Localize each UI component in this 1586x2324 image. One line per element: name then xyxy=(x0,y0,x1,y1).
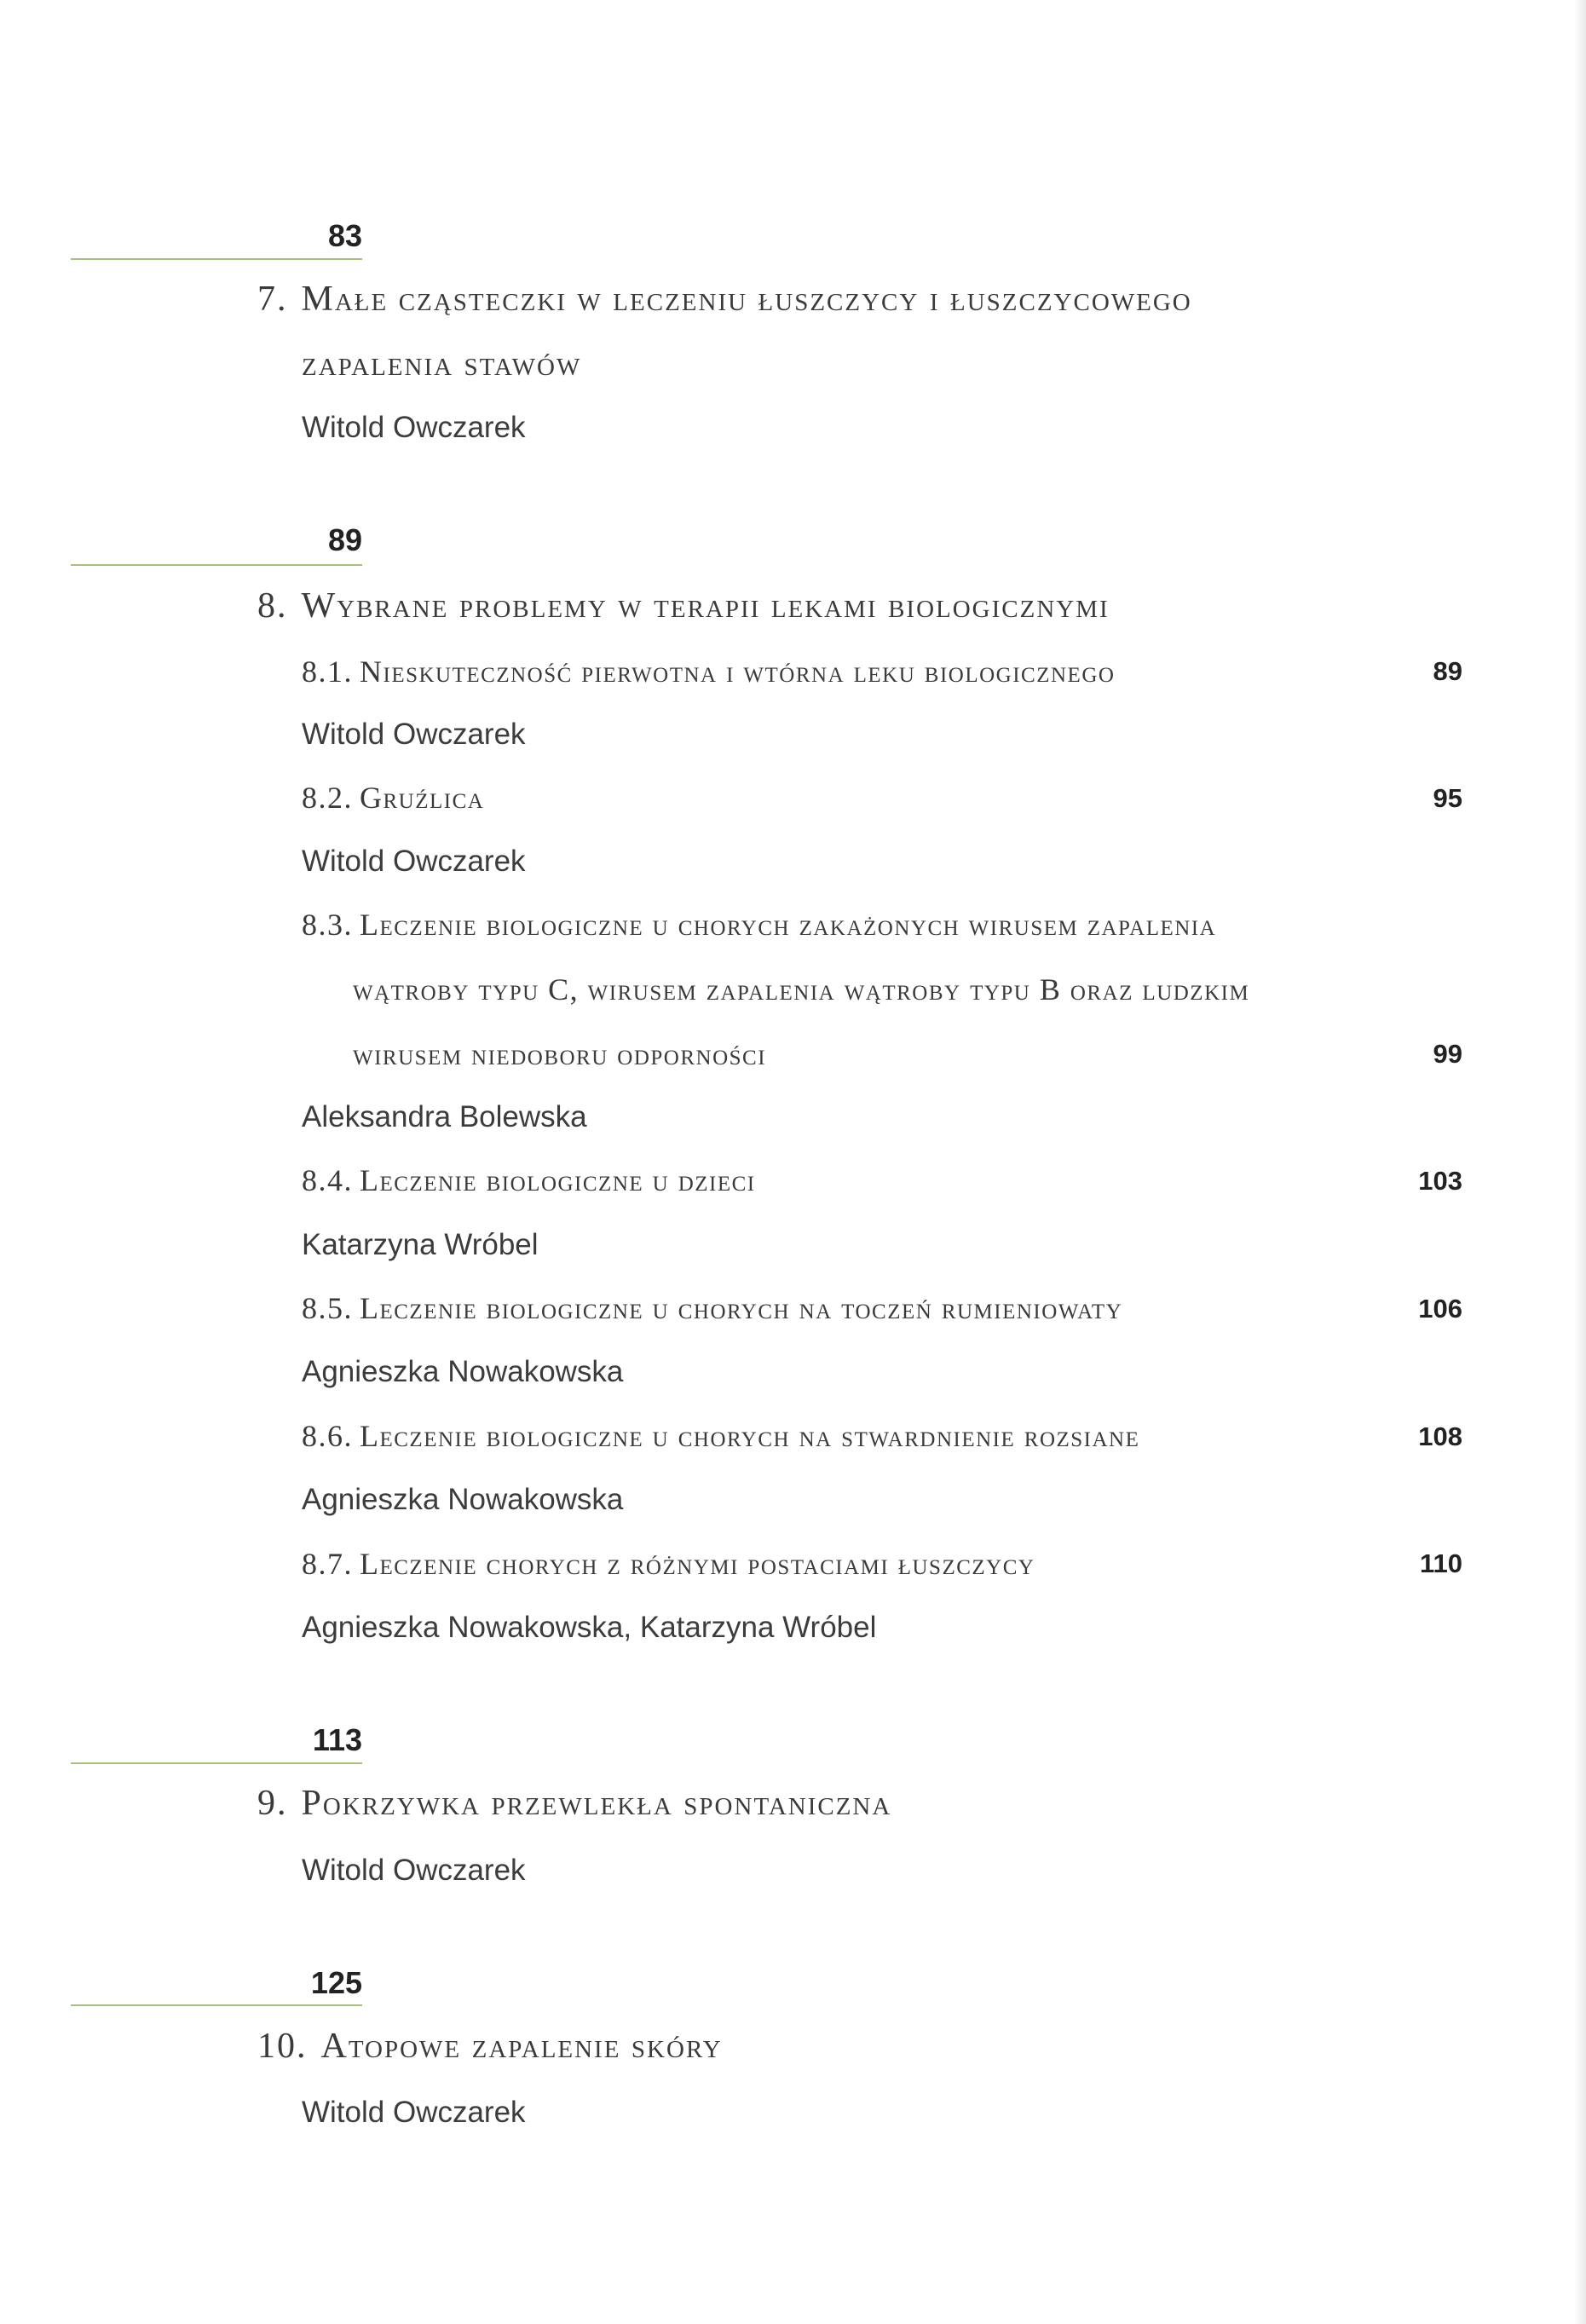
subsection-page-number: 106 xyxy=(1418,1294,1462,1323)
chapter-title[interactable] xyxy=(257,1771,1416,1836)
subsection-title[interactable] xyxy=(302,1276,1462,1341)
chapter-title[interactable] xyxy=(257,2014,1416,2079)
chapter-page-number: 125 xyxy=(310,1965,362,2000)
chapter-title-line2: zapalenia stawów xyxy=(302,344,582,383)
subsection-text: Leczenie biologiczne u dzieci xyxy=(360,1163,756,1197)
chapter-title-line1: Małe cząsteczki w leczeniu łuszczycy i łuszczycowego xyxy=(301,280,1192,319)
subsection-author: Agnieszka Nowakowska, Katarzyna Wróbel xyxy=(302,1611,877,1644)
subsection-number: 8.2. xyxy=(302,781,353,815)
subsection-text: Leczenie biologiczne u chorych na toczeń rumieniowaty xyxy=(360,1291,1123,1325)
subsection-text: Gruźlica xyxy=(360,781,485,815)
chapter-title[interactable] xyxy=(257,267,1416,396)
chapter-title-line1: Pokrzywka przewlekła spontaniczna xyxy=(301,1784,892,1823)
subsection-number: 8.3. xyxy=(302,908,353,942)
subsection-title[interactable] xyxy=(302,639,1462,704)
chapter-rule xyxy=(71,258,362,260)
subsection-author: Aleksandra Bolewska xyxy=(302,1100,587,1133)
chapter-title-line1: Atopowe zapalenie skóry xyxy=(320,2027,723,2066)
subsection-number: 8.4. xyxy=(302,1163,353,1197)
chapter-page-number: 113 xyxy=(312,1722,362,1757)
subsection-page-number: 108 xyxy=(1418,1422,1462,1451)
chapter-author: Witold Owczarek xyxy=(302,1854,526,1887)
subsection-text-line3: wirusem niedoboru odporności xyxy=(353,1037,767,1071)
subsection-text-line1: Leczenie biologiczne u chorych zakażonych wirusem zapalenia xyxy=(360,908,1217,942)
subsection-page-number: 110 xyxy=(1419,1548,1462,1578)
chapter-rule xyxy=(71,564,362,566)
subsection-page-number: 103 xyxy=(1418,1166,1462,1196)
chapter-page-number: 89 xyxy=(327,522,362,557)
page-edge xyxy=(1574,0,1586,2324)
subsection-number: 8.7. xyxy=(302,1547,353,1581)
chapter-rule xyxy=(71,2004,362,2006)
chapter-author: Witold Owczarek xyxy=(302,2096,526,2129)
subsection-text: Nieskuteczność pierwotna i wtórna leku biologicznego xyxy=(360,655,1116,689)
chapter-title[interactable] xyxy=(257,574,1416,638)
subsection-text-line2: wątroby typu C, wirusem zapalenia wątroby typu B oraz ludzkim xyxy=(353,972,1250,1006)
chapter-number: 9. xyxy=(257,1784,288,1823)
chapter-number: 10. xyxy=(257,2027,308,2066)
chapter-title-line1: Wybrane problemy w terapii lekami biologicznymi xyxy=(301,586,1110,626)
subsection-number: 8.1. xyxy=(302,655,353,689)
subsection-author: Katarzyna Wróbel xyxy=(302,1228,539,1261)
subsection-text: Leczenie chorych z różnymi postaciami łuszczycy xyxy=(360,1547,1035,1581)
subsection-title[interactable] xyxy=(302,892,1462,1087)
subsection-author: Witold Owczarek xyxy=(302,845,526,878)
subsection-title[interactable] xyxy=(302,1148,1462,1213)
subsection-number: 8.5. xyxy=(302,1291,353,1325)
chapter-author: Witold Owczarek xyxy=(302,411,526,444)
subsection-page-number: 99 xyxy=(1433,1039,1462,1069)
subsection-title[interactable] xyxy=(302,1404,1462,1468)
subsection-author: Witold Owczarek xyxy=(302,718,526,751)
subsection-page-number: 95 xyxy=(1433,783,1462,813)
chapter-number: 7. xyxy=(257,280,288,319)
subsection-number: 8.6. xyxy=(302,1419,353,1453)
subsection-author: Agnieszka Nowakowska xyxy=(302,1483,624,1516)
subsection-text: Leczenie biologiczne u chorych na stwardnienie rozsiane xyxy=(360,1419,1140,1453)
subsection-title[interactable] xyxy=(302,1531,1462,1596)
chapter-page-number: 83 xyxy=(327,218,362,253)
chapter-number: 8. xyxy=(257,586,288,626)
subsection-author: Agnieszka Nowakowska xyxy=(302,1355,624,1388)
subsection-page-number: 89 xyxy=(1433,656,1462,686)
chapter-rule xyxy=(71,1762,362,1764)
subsection-title[interactable] xyxy=(302,765,1462,830)
